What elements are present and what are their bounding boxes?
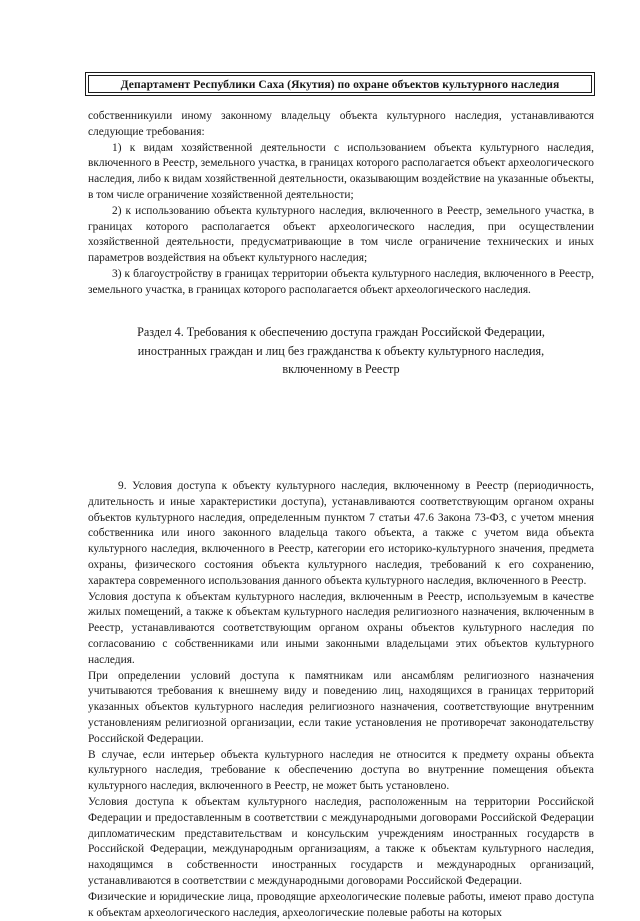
paragraph-religious-monuments: При определении условий доступа к памятникам или ансамблям религиозного назначения учитываются требования к внешнему виду и поведению лиц, находящихся в границах территорий указанных объектов культурного наследия религиозного назначения, соответствующие внутренним установлениям религиозной организации, если такие установления не противоречат законодательству Российской Федерации. [88,669,594,745]
section-heading-line-1: Раздел 4. Требования к обеспечению доступа граждан Российской Федерации, [137,325,545,339]
intro-paragraph: собственникуили иному законному владельцу объекта культурного наследия, устанавливаются следующие требования: [88,110,594,138]
paragraph-residential-religious: Условия доступа к объектам культурного наследия, включенным в Реестр, используемым в качестве жилых помещений, а также к объектам культурного наследия религиозного назначения, включенным в Реестр, устанавливаются соответствующим органом охраны объектов культурного наследия по согласованию с собственниками или иными законными владельцами этих объектов культурного наследия. [88,590,594,666]
section-heading-line-3: включенному в Реестр [282,362,400,376]
access-conditions-block [88,479,594,921]
requirement-item-1: 1) к видам хозяйственной деятельности с использованием объекта культурного наследия, включенного в Реестр, земельного участка, в границах которого располагается объект археологического наследия, либо к видам хозяйственной деятельности, оказывающим воздействие на указанные объекты, в том числе ограничение хозяйственной деятельности; [88,141,594,201]
paragraph-9: 9. Условия доступа к объекту культурного наследия, включенному в Реестр (периодичность, длительность и иные характеристики доступа), устанавливаются соответствующим органом охраны объектов культурного наследия, определенным пунктом 7 статьи 47.6 Закона 73-ФЗ, с учетом мнения собственника или иного законного владельца такого объекта, а также с учетом вида объекта культурного наследия, включенного в Реестр, категории его историко-культурного значения, предмета охраны, физического состояния объекта культурного наследия, требований к его сохранению, характера современного использования данного объекта культурного наследия, включенного в Реестр. [88,480,594,587]
department-title: Департамент Республики Саха (Якутия) по охране объектов культурного наследия [120,77,560,91]
department-header-box [85,72,595,96]
section-heading-line-2: иностранных граждан и лиц без гражданства к объекту культурного наследия, [137,343,545,358]
paragraph-interior: В случае, если интерьер объекта культурного наследия не относится к предмету охраны объекта культурного наследия, требование к обеспечению доступа во внутренние помещения объекта культурного наследия, включенного в Реестр, не может быть установлено. [88,748,594,793]
requirement-item-3: 3) к благоустройству в границах территории объекта культурного наследия, включенного в Реестр, земельного участка, в границах которого располагается объект археологического наследия. [88,267,594,296]
section-4-heading [88,323,594,379]
requirement-item-2: 2) к использованию объекта культурного наследия, включенного в Реестр, земельного участка, в границах которого располагается объект археологического наследия, при осуществлении хозяйственной деятельности, предусматривающие в том числе ограничение технических и иных параметров воздействия на объект культурного наследия; [88,204,594,265]
paragraph-archaeological: Физические и юридические лица, проводящие археологические полевые работы, имеют право доступа к объектам археологического наследия, археологические полевые работы на которых [88,890,594,919]
requirements-block [88,109,594,299]
paragraph-international: Условия доступа к объектам культурного наследия, расположенным на территории Российской Федерации и предоставленным в соответствии с международными договорами Российской Федерации дипломатическим представительствам и консульским учреждениям иностранных государств в Российской Федерации, международным организациям, а также к объектам культурного наследия, находящимся в собственности иностранных государств и международных организаций, устанавливаются в соответствии с международными договорами Российской Федерации. [88,795,594,887]
